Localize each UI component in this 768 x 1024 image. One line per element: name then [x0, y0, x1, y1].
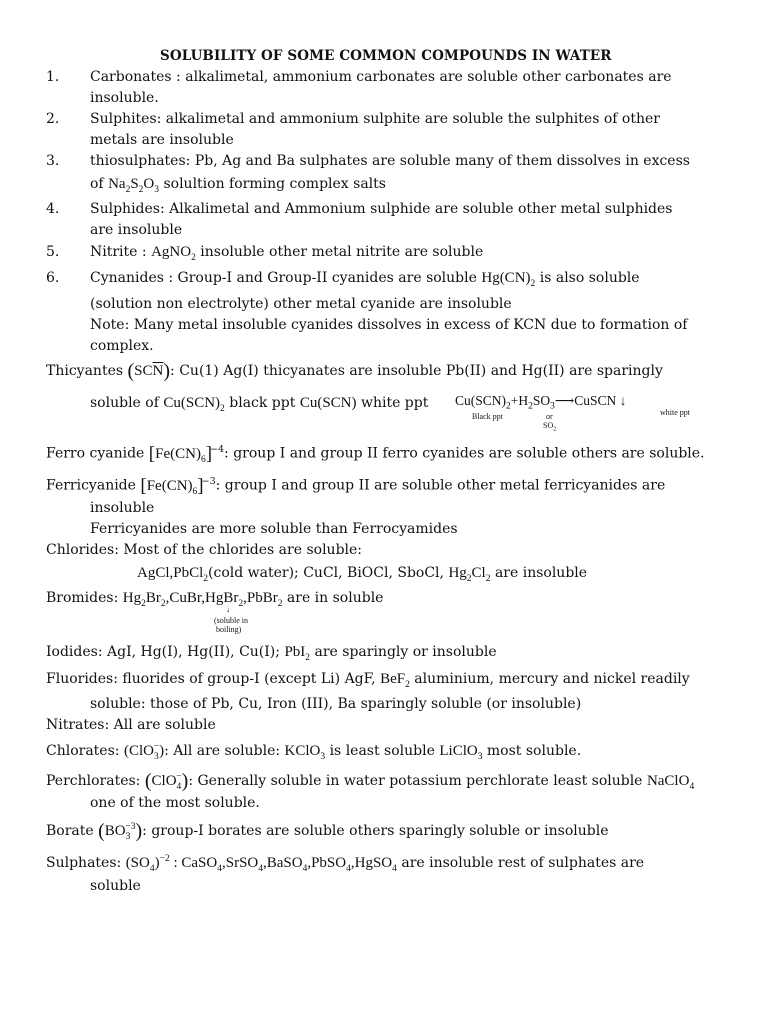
item-text-cont: metals are insoluble — [90, 132, 234, 148]
formula-fe-cn6: $Fe(CN)_6$ — [155, 445, 206, 465]
bromides-note: (soluble in — [214, 616, 248, 625]
perchlorates-cont: one of the most soluble. — [90, 795, 260, 811]
page-title: SOLUBILITY OF SOME COMMON COMPOUNDS IN WATER — [160, 48, 612, 64]
ferricyanide-line: Ferricyanide $[Fe(CN)_6]^{-3}$: group I and group II are soluble other metal ferricyanides are — [46, 475, 666, 497]
sulphates-cont: soluble — [90, 878, 141, 894]
sulphates-line: Sulphates: $(SO_4)^{-2}$ : CaSO$_4$,SrSO$_4$,BaSO$_4$,PbSO$_4$,HgSO$_4$ are insoluble rest of sulphates are — [46, 854, 645, 874]
label-white-ppt: white ppt — [660, 408, 690, 417]
item-text: Carbonates : alkalimetal, ammonium carbonates are soluble other carbonates are — [90, 69, 672, 85]
reaction-equation: $Cu(SCN)_2+H_2SO_3⟶CuSCN$ ↓ — [455, 393, 627, 412]
formula-scn: $SC\overline{N}$ — [134, 363, 164, 379]
chlorides-line-2: AgCl,PbCl$_2$(cold water); CuCl, BiOCl, SboCl, $Hg_2Cl_2$ are insoluble — [137, 565, 588, 584]
down-arrow-icon: ↓ — [226, 605, 230, 614]
note-text: Note: Many metal insoluble cyanides dissolves in excess of KCN due to formation of — [90, 317, 688, 333]
nitrates-line: Nitrates: All are soluble — [46, 717, 216, 733]
item-text-cont: of $Na_2S_2O_3$ solultion forming complex salts — [90, 176, 386, 195]
item-text: thiosulphates: Pb, Ag and Ba sulphates are soluble many of them dissolves in excess — [90, 153, 690, 169]
formula-na2s2o3: $Na_2S_2O_3$ — [108, 176, 160, 195]
item-number: 1. — [46, 69, 60, 85]
ferricyanide-cont: insoluble — [90, 500, 155, 516]
fluorides-cont: soluble: those of Pb, Cu, Iron (III), Ba sparingly soluble (or insoluble) — [90, 696, 582, 712]
list-item — [46, 152, 690, 170]
formula-hgcn2: $Hg(CN)_2$ — [481, 270, 536, 289]
list-item: 5. Nitrite : AgNO$_2$ insoluble other metal nitrite are soluble — [46, 244, 484, 263]
item-number: 4. — [46, 201, 60, 217]
item-text-cont: insoluble. — [90, 90, 159, 106]
formula-agno2: AgNO$_2$ — [151, 244, 196, 263]
list-item — [46, 68, 672, 86]
item-number: 6. — [46, 270, 60, 286]
item-number: 2. — [46, 111, 60, 127]
item-number: 3. — [46, 153, 60, 169]
note-text-cont: complex. — [90, 338, 154, 354]
thiocyanates-line-2: soluble of $Cu(SCN)_2$ black ppt Cu(SCN) white ppt — [90, 395, 429, 414]
chlorates-line: Chlorates: (ClO$_3$−): All are soluble: KClO$_3$ is least soluble LiClO$_3$ most soluble. — [46, 742, 582, 762]
item-text: Sulphites: alkalimetal and ammonium sulphite are soluble the sulphites of other — [90, 111, 660, 127]
borate-line: Borate $(BO_3^{-3})$: group-I borates are soluble others sparingly soluble or insoluble — [46, 820, 609, 842]
label-so2: $SO_2$ — [543, 421, 557, 433]
label-or: or — [546, 412, 553, 421]
list-item — [46, 110, 660, 128]
label-black-ppt: Black ppt — [472, 412, 503, 421]
chlorides-line: Chlorides: Most of the chlorides are soluble: — [46, 542, 363, 558]
item-text-cont: are insoluble — [90, 222, 183, 238]
ferrocyanide-line: Ferro cyanide $[Fe(CN)_6]^{-4}$: group I and group II ferro cyanides are soluble others are soluble. — [46, 443, 705, 465]
item-number: 5. — [46, 244, 60, 260]
item-text: Sulphides: Alkalimetal and Ammonium sulphide are soluble other metal sulphides — [90, 201, 673, 217]
list-item: 6. Cynanides : Group-I and Group-II cyanides are soluble $Hg(CN)_2$ is also soluble — [46, 270, 640, 289]
list-item — [46, 200, 673, 218]
thiocyanates-line: Thicyantes $(SC\overline{N})$: Cu(1) Ag(I) thicyanates are insoluble Pb(II) and Hg(II) are sparingly — [46, 360, 663, 382]
fluorides-line: Fluorides: fluorides of group-I (except Li) AgF, BeF$_2$ aluminium, mercury and nickel readily — [46, 671, 690, 690]
iodides-line: Iodides: AgI, Hg(I), Hg(II), Cu(I); PbI$_2$ are sparingly or insoluble — [46, 644, 497, 663]
perchlorates-line: Perchlorates: (ClO$_4$−): Generally soluble in water potassium perchlorate least soluble NaClO$_4$ — [46, 770, 695, 792]
bromides-note-2: boiling) — [216, 625, 242, 634]
ferricyanide-note: Ferricyanides are more soluble than Ferrocyamides — [90, 521, 458, 537]
bromides-line: Bromides: $Hg_2Br_2,CuBr,HgBr_2,PbBr_2$ are in soluble — [46, 590, 384, 609]
item-text-cont: (solution non electrolyte) other metal cyanide are insoluble — [90, 296, 512, 312]
formula-fe-cn6: $Fe(CN)_6$ — [146, 477, 198, 497]
